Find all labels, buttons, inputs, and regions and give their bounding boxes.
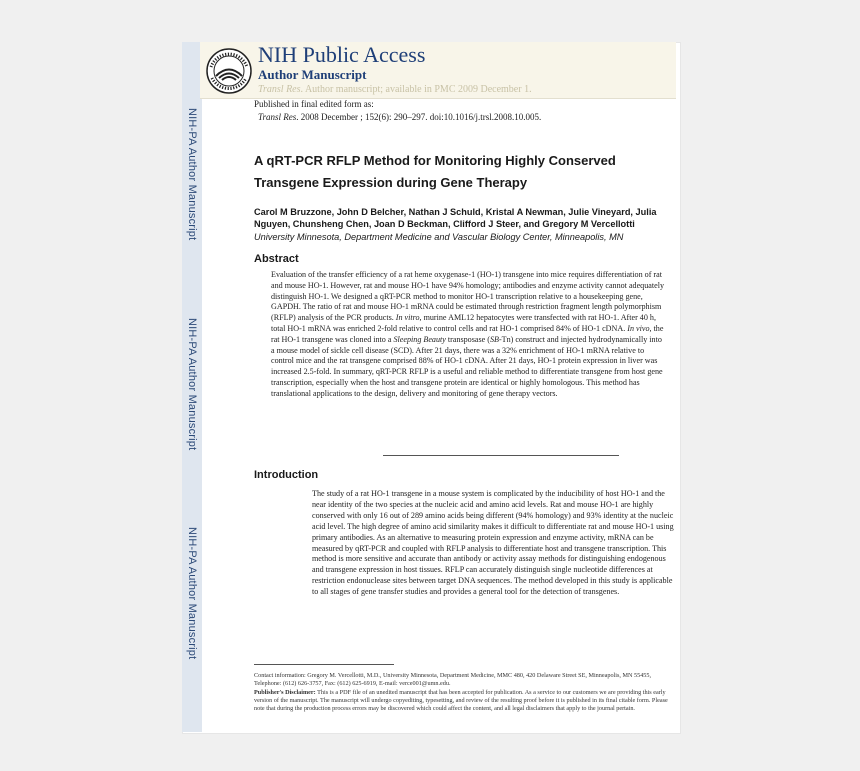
side-label-author-manuscript: NIH-PA Author Manuscript — [186, 527, 198, 660]
nih-seal-logo — [205, 47, 253, 95]
nih-public-access-title: NIH Public Access — [258, 42, 426, 67]
footnote-divider — [254, 664, 394, 665]
introduction-heading: Introduction — [254, 469, 319, 481]
abstract-heading: Abstract — [254, 253, 299, 265]
author-manuscript-label: Author Manuscript — [258, 67, 367, 82]
article-title: A qRT-PCR RFLP Method for Monitoring Highly Conserved Transgene Expression during Gene Therapy — [254, 153, 616, 190]
author-list: Carol M Bruzzone, John D Belcher, Nathan J Schuld, Kristal A Newman, Julie Vineyard, Julia Nguyen, Chunsheng Chen, Joan D Beckman, Clifford J Steer, and Gregory M Vercellotti — [254, 207, 657, 229]
side-label-author-manuscript: NIH-PA Author Manuscript — [186, 318, 198, 451]
footnotes — [254, 672, 678, 713]
manuscript-availability-note: Transl Res. Author manuscript; available in PMC 2009 December 1. — [258, 84, 532, 95]
contact-information: Contact information: Gregory M. Vercellotti, M.D., University Minnesota, Department Medicine, MMC 480, 420 Delaware Street SE, Minneapolis, MN 55455, Telephone: (612) 626-3757, Fax: (612) 625-6919, E-mail: verce001@umn.edu. — [254, 672, 652, 688]
citation: Transl Res. 2008 December ; 152(6): 290–297. doi:10.1016/j.trsl.2008.10.005. — [258, 112, 542, 122]
published-label: Published in final edited form as: — [254, 99, 374, 109]
affiliation: University Minnesota, Department Medicine and Vascular Biology Center, Minneapolis, MN — [254, 232, 624, 242]
abstract-divider — [383, 455, 619, 456]
introduction-text: The study of a rat HO-1 transgene in a mouse system is complicated by the inducibility of host HO-1 and the near identity of the two species at the nucleic acid and amino acid levels. Rat and mouse HO-1 are highly conserved with only 16 out of 289 amino acids being different (94% homology) and 93% identity at the nucleic acid level. The high degree of amino acid similarity makes it difficult to differentiate rat and mouse HO-1 using primary antibodies. As an alternative to measuring protein expression and enzyme activity, mRNA can be measured by qRT-PCR and coupled with RFLP analysis to differentiate host and transgene transcription. This method is more sensitive and accurate than antibody or activity assay methods for distinguishing endogenous and transgene expression in host tissues. RFLP can accurately distinguish single nucleotide differences at restriction endonuclease sites between target DNA sequences. The method developed in this study is applicable to all stages of gene transfer studies and provides a general tool for the detection of transgenes. — [312, 489, 674, 597]
publisher-disclaimer: Publisher's Disclaimer: This is a PDF file of an unedited manuscript that has been accepted for publication. As a service to our customers we are providing this early version of the manuscript. The manuscript will undergo copyediting, typesetting, and review of the resulting proof before it is published in its final citable form. Please note that during the production process errors may be discovered which could affect the content, and all legal disclaimers that apply to the journal pertain. — [254, 688, 668, 713]
abstract-text: Evaluation of the transfer efficiency of a rat heme oxygenase-1 (HO-1) transgene into mice requires differentiation of rat and mouse HO-1. However, rat and mouse HO-1 have 94% homology; antibodies and enzyme activity cannot adequately distinguish HO-1. We designed a qRT-PCR method to monitor HO-1 transcription relative to a housekeeping gene, GAPDH. The ratio of rat and mouse HO-1 mRNA could be estimated through restriction fragment length polymorphism (RFLP) analysis of the PCR products. In vitro, murine AML12 hepatocytes were transfected with rat HO-1. After 40 h, total HO-1 mRNA was enriched 2-fold relative to control cells and rat HO-1 comprised 84% of HO-1 cDNA. In vivo, the rat HO-1 transgene was cloned into a Sleeping Beauty transposase (SB-Tn) construct and injected hydrodynamically into a mouse model of sickle cell disease (SCD). After 21 days, there was a 32% enrichment of HO-1 mRNA relative to control mice and the rat transgene comprised 88% of HO-1 cDNA. After 21 days, HO-1 protein expression in liver was increased 2.5-fold. In summary, qRT-PCR RFLP is a useful and reliable method to differentiate transgene from host gene transcription, especially when the host and transgene protein are identical or highly homologous. This method has translational applications to the design, delivery and monitoring of gene therapy vectors. — [271, 270, 665, 398]
side-label-author-manuscript: NIH-PA Author Manuscript — [186, 108, 198, 241]
